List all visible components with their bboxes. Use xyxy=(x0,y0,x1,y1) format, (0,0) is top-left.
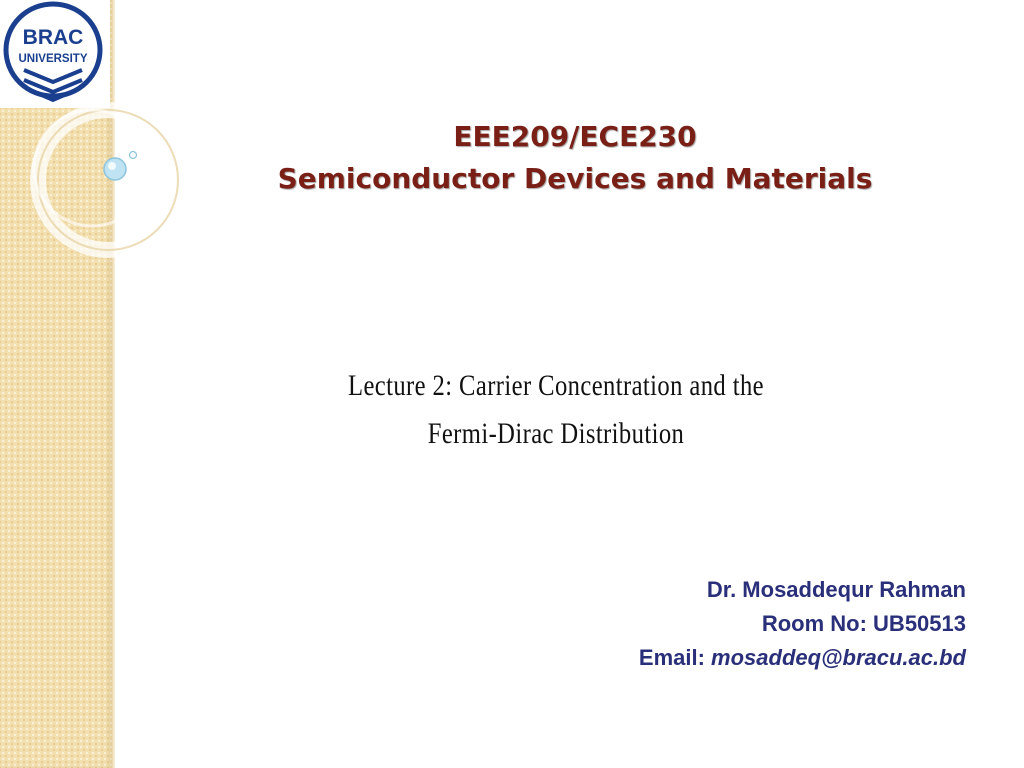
course-name: Semiconductor Devices and Materials xyxy=(277,162,873,195)
brac-logo-icon xyxy=(0,0,110,108)
university-logo xyxy=(0,0,110,108)
decorative-side-strip xyxy=(0,0,112,768)
lecture-title xyxy=(310,362,802,458)
strip-edge xyxy=(112,0,115,768)
logo-text-brac: BRAC xyxy=(22,26,84,49)
course-title xyxy=(200,116,950,200)
logo-text-university: UNIVERSITY xyxy=(18,53,88,65)
instructor-contact xyxy=(446,573,966,675)
instructor-room: Room No: UB50513 xyxy=(761,611,966,636)
lecture-title-line2: Fermi-Dirac Distribution xyxy=(427,417,685,450)
instructor-name: Dr. Mosaddequr Rahman xyxy=(706,577,966,602)
lecture-title-line1: Lecture 2: Carrier Concentration and the xyxy=(348,369,764,402)
email-label: Email: xyxy=(638,645,712,670)
email-link[interactable]: mosaddeq@bracu.ac.bd xyxy=(711,645,966,670)
bubble-small xyxy=(130,152,137,159)
instructor-email-line xyxy=(446,641,966,675)
course-code: EEE209/ECE230 xyxy=(453,120,697,153)
